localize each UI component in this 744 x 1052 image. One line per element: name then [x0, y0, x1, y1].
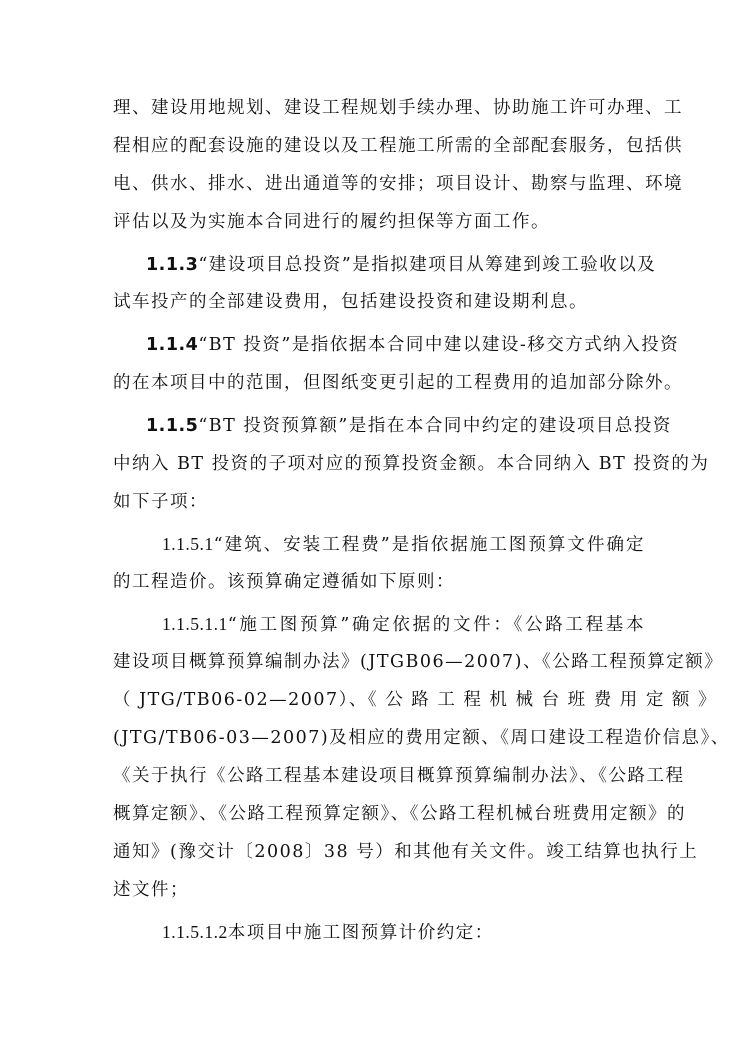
subclause-1-1-5-1-1-line: 1.1.5.1.1“施工图预算”确定依据的文件：《公路工程基本	[162, 614, 645, 635]
clause-1-1-5-line: 1.1.5“BT 投资预算额”是指在本合同中约定的建设项目总投资	[146, 416, 672, 436]
clause-number: 1.1.3	[146, 255, 199, 275]
body-line: 中纳入 BT 投资的子项对应的预算投资金额。本合同纳入 BT 投资的为	[113, 454, 710, 474]
body-line: 如下子项：	[113, 492, 208, 512]
clause-number: 1.1.5.1.1	[162, 614, 228, 634]
body-line: 理、建设用地规划、建设工程规划手续办理、协助施工许可办理、工	[113, 98, 683, 118]
body-line: 试车投产的全部建设费用，包括建设投资和建设期利息。	[113, 292, 588, 312]
body-line: 概算定额》、《公路工程预算定额》、《公路工程机械台班费用定额》的	[113, 804, 686, 824]
body-line: 评估以及为实施本合同进行的履约担保等方面工作。	[113, 212, 550, 232]
subclause-1-1-5-1-line: 1.1.5.1“建筑、安装工程费”是指依据施工图预算文件确定	[162, 534, 645, 555]
body-line: 程相应的配套设施的建设以及工程施工所需的全部配套服务，包括供	[113, 136, 683, 156]
clause-1-1-4-line: 1.1.4“BT 投资”是指依据本合同中建以建设-移交方式纳入投资	[146, 335, 680, 355]
body-line: 电、供水、排水、进出通道等的安排；项目设计、勘察与监理、环境	[113, 174, 683, 194]
clause-number: 1.1.5.1	[162, 534, 214, 554]
body-line: 通知》(豫交计〔2008〕38 号）和其他有关文件。竣工结算也执行上	[113, 842, 699, 862]
body-line: (JTG/TB06-03—2007)及相应的费用定额、《周口建设工程造价信息》、	[113, 728, 730, 748]
clause-1-1-3-line: 1.1.3“建设项目总投资”是指拟建项目从筹建到竣工验收以及	[146, 255, 657, 275]
body-line: 《关于执行《公路工程基本建设项目概算预算编制办法》、《公路工程	[113, 766, 685, 786]
body-line: 建设项目概算预算编制办法》(JTGB06—2007)、《公路工程预算定额》	[113, 652, 724, 672]
body-line: 述文件；	[113, 880, 189, 900]
subclause-1-1-5-1-2-line: 1.1.5.1.2本项目中施工图预算计价约定：	[162, 922, 494, 943]
clause-number: 1.1.4	[146, 335, 199, 355]
body-line: 的在本项目中的范围，但图纸变更引起的工程费用的追加部分除外。	[113, 373, 683, 393]
clause-number: 1.1.5.1.2	[162, 922, 228, 942]
body-line: （ JTG/TB06-02—2007）、《 公 路 工 程 机 械 台 班 费 用 定 额 》	[113, 690, 717, 710]
clause-number: 1.1.5	[146, 416, 199, 436]
body-line: 的工程造价。该预算确定遵循如下原则：	[113, 572, 455, 592]
